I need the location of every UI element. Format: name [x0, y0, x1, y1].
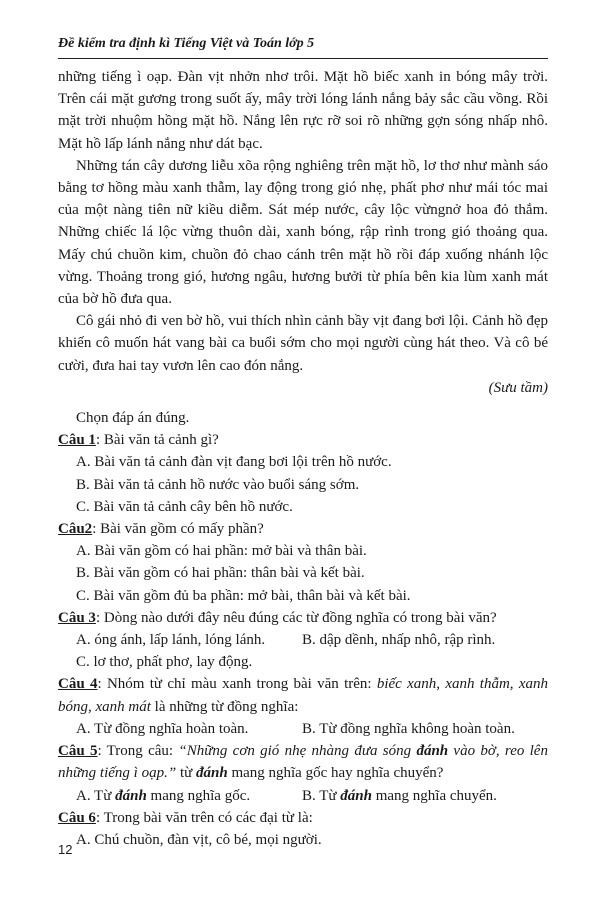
question-6-text: : Trong bài văn trên có các đại từ là:: [95, 809, 313, 826]
question-1-option-c: C. Bài văn tả cảnh cây bên hồ nước.: [76, 498, 293, 515]
question-5-options-row: [58, 785, 548, 807]
question-5-option-a: [76, 785, 302, 807]
passage-source: (Sưu tầm): [488, 379, 548, 396]
question-5: [58, 740, 548, 784]
question-3-label: Câu 3: [58, 609, 96, 626]
question-5-quote-bold: đánh: [416, 743, 449, 760]
question-5-quote-1: “Những cơn gió nhẹ nhàng đưa sóng: [178, 743, 417, 760]
question-4-options-row: [58, 718, 548, 740]
question-4-text-2: là những từ đồng nghĩa:: [150, 698, 299, 715]
question-2-option-b: B. Bài văn gồm có hai phần: thân bài và kết bài.: [76, 565, 365, 582]
question-6-label: Câu 6: [58, 809, 96, 826]
question-3-option-b: B. dập dềnh, nhấp nhô, rập rình.: [302, 632, 496, 649]
header-rule: [58, 58, 548, 59]
question-5-text-2: từ: [176, 765, 196, 782]
question-5-option-a-word: đánh: [115, 787, 147, 804]
question-5-label: Câu 5: [58, 743, 98, 760]
question-4-option-a: A. Từ đồng nghĩa hoàn toàn.: [76, 720, 249, 737]
question-3: [58, 607, 548, 629]
passage-paragraph-1: những tiếng ì oạp. Đàn vịt nhởn nhơ trôi. Mặt hồ biếc xanh in bóng mây trời. Trên cái mặt gương trong suốt ấy, mây trời lóng lánh nắng bảy sắc cầu vồng. Rồi mặt trời nhuộm hồng mặt hồ. Nắng lên rực rỡ soi rõ những gợn sóng nhấp nhô. Mặt hồ lấp lánh nắng như dát bạc.: [58, 69, 548, 152]
question-6: [58, 807, 548, 829]
question-5-option-b-pre: B. Từ: [302, 787, 341, 804]
question-3-options-row-1: [58, 629, 548, 651]
question-2-option-a: A. Bài văn gồm có hai phần: mở bài và thân bài.: [76, 543, 367, 560]
page-number: 12: [58, 842, 73, 857]
question-5-option-b-word: đánh: [340, 787, 372, 804]
question-3-option-c: C. lơ thơ, phất phơ, lay động.: [76, 654, 253, 671]
question-2-text: : Bài văn gồm có mấy phần?: [92, 521, 264, 538]
passage-paragraph-2: Những tán cây dương liễu xõa rộng nghiêng trên mặt hồ, lơ thơ như mành sáo bằng tơ hồng màu xanh thẫm, lay động trong gió nhẹ, phất phơ như mái tóc mai của một nàng tiên nữ kiều diễm. Sát mép nước, cây lộc vừngnở hoa đỏ thắm. Những chiếc lá lộc vừng thuôn dài, xanh bóng, rập rình trong gió thoảng qua. Mấy chú chuồn kim, chuồn đỏ chao cánh trên mặt hồ rồi đáp xuống nhánh lộc vừng. Thoảng trong gió, hương ngâu, hương bưởi từ phía bên kia lùm xanh mát của bờ hồ đưa qua.: [58, 157, 548, 308]
question-1-option-a: A. Bài văn tả cảnh đàn vịt đang bơi lội trên hồ nước.: [76, 454, 392, 471]
question-2: [58, 518, 548, 540]
question-4-label: Câu 4: [58, 676, 98, 693]
question-4-option-b: B. Từ đồng nghĩa không hoàn toàn.: [302, 720, 515, 737]
question-3-text: : Dòng nào dưới đây nêu đúng các từ đồng nghĩa có trong bài văn?: [95, 609, 497, 626]
question-2-label: Câu2: [58, 521, 93, 538]
question-2-option-c: C. Bài văn gồm đủ ba phần: mở bài, thân bài và kết bài.: [76, 587, 411, 604]
question-4-text-1: : Nhóm từ chỉ màu xanh trong bài văn trên:: [97, 676, 377, 693]
question-5-word: đánh: [196, 765, 228, 782]
question-5-text-1: : Trong câu:: [97, 743, 179, 760]
question-4: [58, 673, 548, 717]
question-5-option-b: [302, 785, 548, 807]
question-5-option-a-pre: A. Từ: [76, 787, 116, 804]
instruction: Chọn đáp án đúng.: [76, 410, 190, 427]
question-1: [58, 429, 548, 451]
question-6-option-a: A. Chú chuồn, đàn vịt, cô bé, mọi người.: [76, 831, 322, 848]
passage-paragraph-3: Cô gái nhỏ đi ven bờ hồ, vui thích nhìn cảnh bầy vịt đang bơi lội. Cảnh hồ đẹp khiến cô muốn hát vang bài ca buổi sớm cho mọi người cùng hát theo. Và cô bé cười, đưa hai tay vươn lên cao đón nắng.: [58, 313, 548, 374]
question-4-words: biếc xanh, xanh thẫm, xanh bóng, xanh mát: [58, 676, 548, 715]
question-3-option-a: A. óng ánh, lấp lánh, lóng lánh.: [76, 632, 266, 649]
page-header-title: Đề kiểm tra định kì Tiếng Việt và Toán lớp 5: [58, 36, 315, 51]
question-5-option-b-post: mang nghĩa chuyển.: [371, 787, 497, 804]
question-1-text: : Bài văn tả cảnh gì?: [95, 432, 219, 449]
page-content: [58, 66, 548, 851]
question-1-option-b: B. Bài văn tả cảnh hồ nước vào buổi sáng sớm.: [76, 476, 360, 493]
question-5-text-3: mang nghĩa gốc hay nghĩa chuyển?: [227, 765, 444, 782]
question-5-option-a-post: mang nghĩa gốc.: [146, 787, 251, 804]
question-5-quote-2: vào bờ, reo lên những tiếng ì oạp.”: [58, 743, 548, 782]
question-1-label: Câu 1: [58, 432, 96, 449]
